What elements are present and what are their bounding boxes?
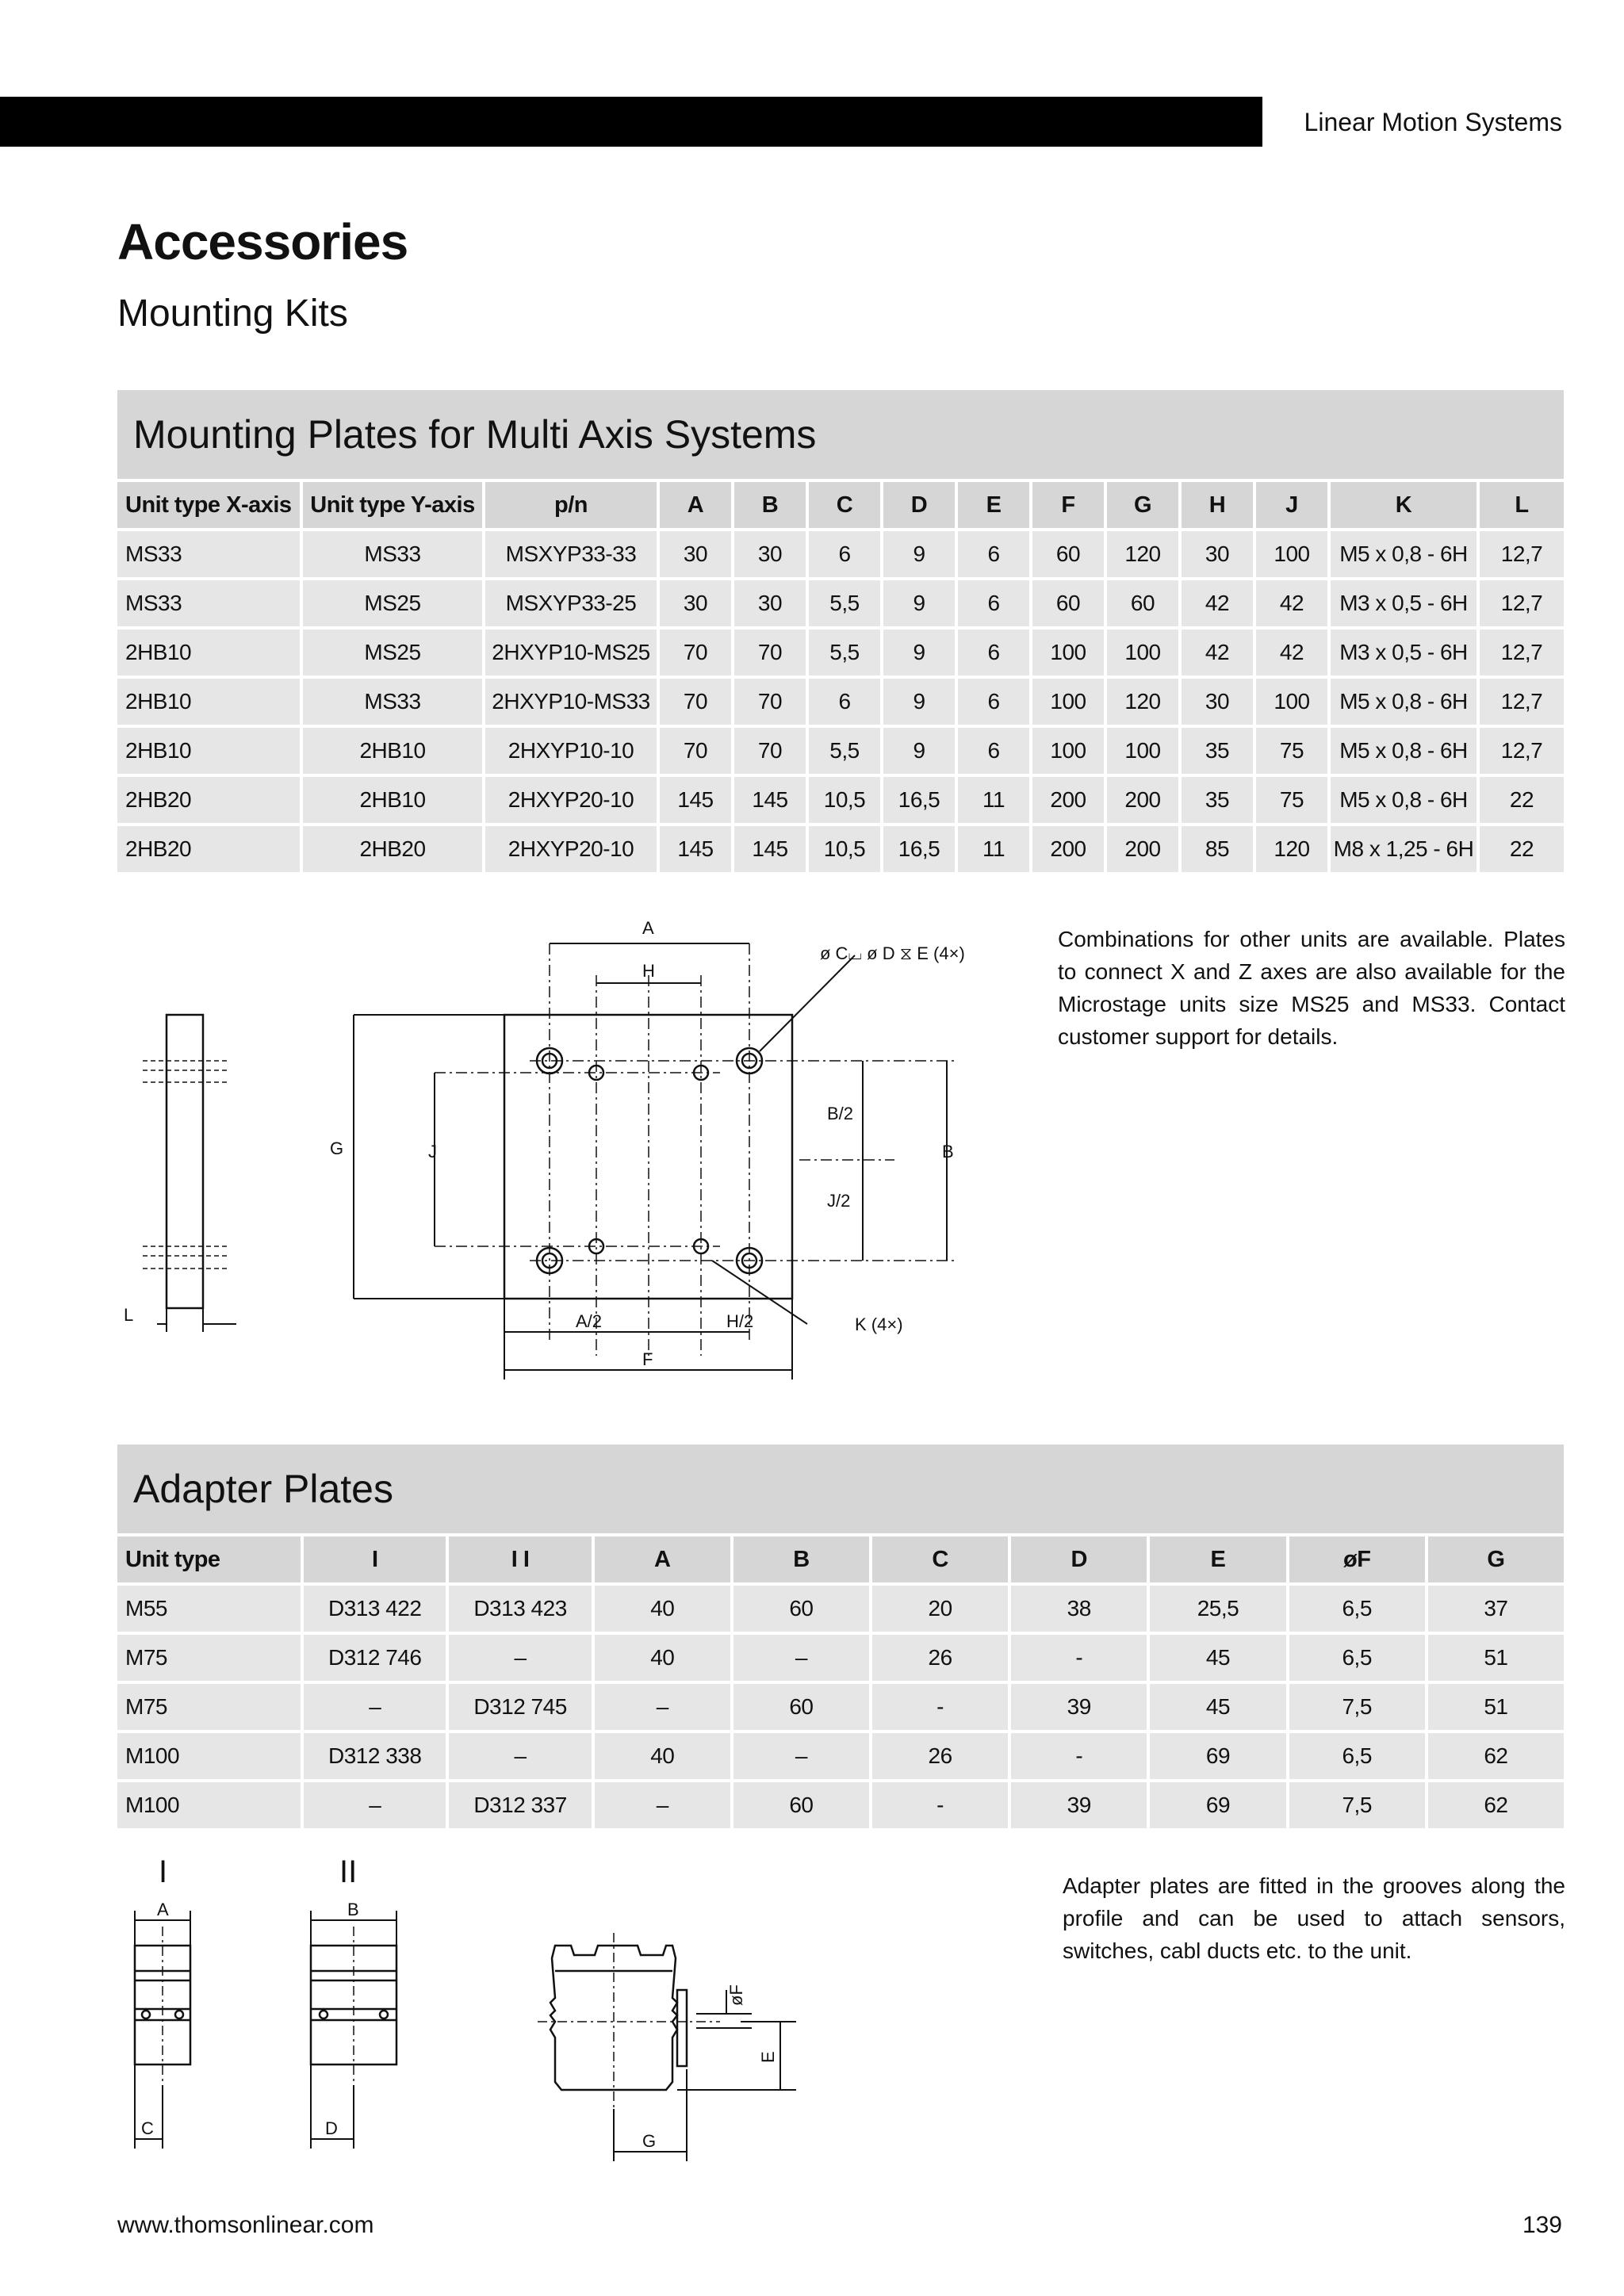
table-cell: 2HXYP20-10 [485, 826, 657, 872]
adapter-dim-b: B [347, 1900, 359, 1919]
column-header: Unit type X-axis [117, 482, 300, 528]
table-cell: D312 337 [449, 1782, 591, 1828]
table-cell: M5 x 0,8 - 6H [1331, 531, 1477, 577]
table-cell: 26 [872, 1733, 1008, 1779]
table-cell: 10,5 [809, 826, 880, 872]
column-header: Unit type [117, 1536, 301, 1582]
footer-website[interactable]: www.thomsonlinear.com [117, 2212, 374, 2238]
column-header: K [1331, 482, 1477, 528]
table-cell: 70 [660, 728, 731, 774]
table-cell: 6 [809, 531, 880, 577]
table-cell: 75 [1256, 728, 1327, 774]
table-cell: 51 [1428, 1635, 1564, 1681]
table-cell: 120 [1107, 679, 1178, 725]
table-cell: MSXYP33-25 [485, 580, 657, 626]
table-cell: 70 [734, 728, 806, 774]
table-cell: 2HB10 [303, 777, 482, 823]
table-cell: 2HXYP10-MS25 [485, 629, 657, 675]
table-cell: 2HB10 [117, 728, 300, 774]
mounting-table-row [117, 777, 1564, 823]
table-cell: M100 [117, 1782, 301, 1828]
table-cell: 25,5 [1150, 1586, 1285, 1632]
table-cell: 12,7 [1480, 580, 1564, 626]
table-cell: 9 [883, 679, 955, 725]
table-cell: 40 [595, 1586, 730, 1632]
table-cell: 70 [660, 679, 731, 725]
dim-label-j2: J/2 [827, 1191, 851, 1211]
table-cell: 11 [958, 826, 1029, 872]
column-header: C [809, 482, 880, 528]
adapter-dim-d: D [325, 2118, 338, 2138]
table-cell: – [449, 1733, 591, 1779]
table-cell: 22 [1480, 777, 1564, 823]
table-cell: 5,5 [809, 580, 880, 626]
table-cell: 69 [1150, 1782, 1285, 1828]
table-cell: 60 [733, 1684, 869, 1730]
mounting-table-row [117, 679, 1564, 725]
adapter-dim-e: E [758, 2051, 778, 2063]
table-cell: D313 423 [449, 1586, 591, 1632]
column-header: J [1256, 482, 1327, 528]
table-cell: 40 [595, 1733, 730, 1779]
table-cell: 42 [1182, 580, 1253, 626]
table-cell: 5,5 [809, 629, 880, 675]
table-cell: 2HB20 [303, 826, 482, 872]
table-cell: M100 [117, 1733, 301, 1779]
table-cell: - [872, 1684, 1008, 1730]
adapter-dim-c: C [141, 2118, 154, 2138]
table-cell: 100 [1256, 531, 1327, 577]
table-cell: 30 [734, 531, 806, 577]
table-cell: 200 [1032, 826, 1104, 872]
table-cell: 100 [1032, 679, 1104, 725]
table-cell: MS33 [303, 531, 482, 577]
mounting-table-row [117, 580, 1564, 626]
dim-label-a2: A/2 [576, 1311, 603, 1331]
column-header: D [1011, 1536, 1147, 1582]
table-cell: 60 [733, 1586, 869, 1632]
table-cell: 69 [1150, 1733, 1285, 1779]
mounting-plate-drawing [117, 912, 990, 1395]
mounting-table-row [117, 629, 1564, 675]
table-cell: 70 [660, 629, 731, 675]
table-cell: 6 [958, 629, 1029, 675]
dim-label-b: B [942, 1142, 954, 1161]
table-cell: 62 [1428, 1782, 1564, 1828]
table-cell: 35 [1182, 777, 1253, 823]
table-cell: 120 [1107, 531, 1178, 577]
dim-label-j: J [428, 1142, 437, 1161]
table-cell: 16,5 [883, 777, 955, 823]
table-cell: 2HB10 [117, 679, 300, 725]
table-cell: 42 [1182, 629, 1253, 675]
table-cell: 6,5 [1289, 1733, 1425, 1779]
table-cell: – [733, 1733, 869, 1779]
adapter-table-row [117, 1782, 1564, 1828]
table-cell: 2HXYP10-10 [485, 728, 657, 774]
table-cell: 9 [883, 531, 955, 577]
column-header: L [1480, 482, 1564, 528]
table-cell: 200 [1107, 777, 1178, 823]
column-header: G [1428, 1536, 1564, 1582]
table-cell: - [872, 1782, 1008, 1828]
table-cell: 100 [1256, 679, 1327, 725]
table-cell: 20 [872, 1586, 1008, 1632]
table-cell: 12,7 [1480, 531, 1564, 577]
adapter-table-row [117, 1635, 1564, 1681]
table-cell: 42 [1256, 580, 1327, 626]
mounting-plates-table [114, 479, 1567, 875]
page-subtitle: Mounting Kits [117, 293, 348, 335]
table-cell: 6 [958, 679, 1029, 725]
table-cell: 12,7 [1480, 728, 1564, 774]
table-cell: 2HB10 [303, 728, 482, 774]
table-cell: M5 x 0,8 - 6H [1331, 728, 1477, 774]
table-cell: 39 [1011, 1782, 1147, 1828]
adapter-plates-table [114, 1533, 1567, 1831]
column-header: øF [1289, 1536, 1425, 1582]
column-header: G [1107, 482, 1178, 528]
table-cell: 2HB20 [117, 777, 300, 823]
table-cell: 6 [958, 531, 1029, 577]
dim-label-g: G [330, 1138, 344, 1158]
table-cell: 12,7 [1480, 629, 1564, 675]
table-cell: M3 x 0,5 - 6H [1331, 629, 1477, 675]
table-cell: 45 [1150, 1635, 1285, 1681]
page-number: 139 [1522, 2212, 1562, 2238]
table-cell: 100 [1032, 728, 1104, 774]
table-cell: 75 [1256, 777, 1327, 823]
table-cell: M75 [117, 1684, 301, 1730]
column-header: A [660, 482, 731, 528]
table-cell: M5 x 0,8 - 6H [1331, 777, 1477, 823]
adapter-table-row [117, 1586, 1564, 1632]
mounting-table-row [117, 531, 1564, 577]
table-cell: 70 [734, 679, 806, 725]
adapter-dim-a: A [157, 1900, 169, 1919]
table-cell: 30 [660, 580, 731, 626]
table-cell: 26 [872, 1635, 1008, 1681]
table-cell: 100 [1107, 728, 1178, 774]
table-cell: – [304, 1684, 446, 1730]
adapter-table-row [117, 1733, 1564, 1779]
table-cell: 10,5 [809, 777, 880, 823]
column-header: E [1150, 1536, 1285, 1582]
table-cell: 9 [883, 580, 955, 626]
table-cell: 85 [1182, 826, 1253, 872]
dim-label-a: A [642, 918, 654, 938]
table-cell: MS33 [117, 531, 300, 577]
table-cell: 22 [1480, 826, 1564, 872]
table-cell: 145 [734, 777, 806, 823]
column-header: A [595, 1536, 730, 1582]
table-cell: 9 [883, 728, 955, 774]
adapter-plates-heading: Adapter Plates [117, 1445, 1564, 1533]
table-cell: 37 [1428, 1586, 1564, 1632]
column-header: Unit type Y-axis [303, 482, 482, 528]
table-cell: 30 [1182, 531, 1253, 577]
table-cell: 120 [1256, 826, 1327, 872]
table-cell: M8 x 1,25 - 6H [1331, 826, 1477, 872]
column-header: I I [449, 1536, 591, 1582]
header-section-label: Linear Motion Systems [1304, 108, 1562, 136]
table-cell: D312 338 [304, 1733, 446, 1779]
adapter-dim-g: G [642, 2131, 657, 2151]
adapter-plate-drawing [117, 1847, 831, 2172]
table-cell: 9 [883, 629, 955, 675]
table-cell: 6 [958, 728, 1029, 774]
table-cell: 200 [1107, 826, 1178, 872]
mounting-plates-heading: Mounting Plates for Multi Axis Systems [117, 390, 1564, 479]
table-cell: 35 [1182, 728, 1253, 774]
table-cell: 39 [1011, 1684, 1147, 1730]
column-header: B [734, 482, 806, 528]
adapter-note: Adapter plates are fitted in the grooves along the profile and can be used to attach sensors, switches, cabl ducts etc. to the unit. [1063, 1873, 1565, 1963]
table-cell: 2HB10 [117, 629, 300, 675]
adapter-table-row [117, 1684, 1564, 1730]
dim-label-l: L [124, 1305, 134, 1325]
adapter-dim-f: øF [726, 1984, 746, 2006]
table-cell: MS33 [117, 580, 300, 626]
table-cell: 145 [660, 777, 731, 823]
header-bar [0, 97, 1262, 147]
column-header: I [304, 1536, 446, 1582]
table-cell: 12,7 [1480, 679, 1564, 725]
table-cell: D312 745 [449, 1684, 591, 1730]
table-cell: 45 [1150, 1684, 1285, 1730]
adapter-plates-section [117, 1445, 1564, 1831]
table-cell: 100 [1107, 629, 1178, 675]
table-cell: 60 [733, 1782, 869, 1828]
table-cell: 5,5 [809, 728, 880, 774]
table-cell: MS25 [303, 629, 482, 675]
table-cell: MS25 [303, 580, 482, 626]
table-cell: 2HXYP20-10 [485, 777, 657, 823]
table-cell: 2HXYP10-MS33 [485, 679, 657, 725]
table-cell: - [1011, 1635, 1147, 1681]
table-cell: – [449, 1635, 591, 1681]
dim-label-hole: ø C⌴ ø D ⧖ E (4×) [820, 943, 965, 963]
table-cell: 2HB20 [117, 826, 300, 872]
dim-label-k: K (4×) [855, 1314, 903, 1334]
column-header: C [872, 1536, 1008, 1582]
table-cell: 30 [660, 531, 731, 577]
column-header: H [1182, 482, 1253, 528]
roman-numeral-2: II [339, 1854, 358, 1889]
table-cell: M75 [117, 1635, 301, 1681]
column-header: B [733, 1536, 869, 1582]
table-cell: 7,5 [1289, 1684, 1425, 1730]
table-cell: 60 [1032, 531, 1104, 577]
table-cell: 62 [1428, 1733, 1564, 1779]
table-cell: M55 [117, 1586, 301, 1632]
column-header: E [958, 482, 1029, 528]
roman-numeral-1: I [159, 1854, 168, 1889]
table-cell: D312 746 [304, 1635, 446, 1681]
table-cell: 30 [734, 580, 806, 626]
table-cell: 6 [809, 679, 880, 725]
table-cell: 145 [660, 826, 731, 872]
mounting-plates-section [117, 390, 1564, 875]
table-cell: 60 [1032, 580, 1104, 626]
table-cell: 70 [734, 629, 806, 675]
dim-label-f: F [642, 1349, 653, 1369]
table-cell: 38 [1011, 1586, 1147, 1632]
table-cell: D313 422 [304, 1586, 446, 1632]
table-cell: – [595, 1684, 730, 1730]
page-title: Accessories [117, 213, 408, 270]
table-cell: MS33 [303, 679, 482, 725]
table-cell: 51 [1428, 1684, 1564, 1730]
table-cell: 11 [958, 777, 1029, 823]
column-header: D [883, 482, 955, 528]
table-cell: 40 [595, 1635, 730, 1681]
mounting-table-row [117, 728, 1564, 774]
table-cell: – [733, 1635, 869, 1681]
table-cell: MSXYP33-33 [485, 531, 657, 577]
table-cell: 200 [1032, 777, 1104, 823]
table-cell: – [304, 1782, 446, 1828]
dim-label-h2: H/2 [726, 1311, 754, 1331]
table-cell: 6 [958, 580, 1029, 626]
mounting-note: Combinations for other units are available. Plates to connect X and Z axes are also available for the Microstage units size MS25 and MS33. Contact customer support for details. [1058, 927, 1565, 1049]
table-cell: 30 [1182, 679, 1253, 725]
side-view-plate [167, 1015, 203, 1308]
table-cell: 42 [1256, 629, 1327, 675]
table-cell: 6,5 [1289, 1635, 1425, 1681]
table-cell: 145 [734, 826, 806, 872]
table-cell: 100 [1032, 629, 1104, 675]
table-cell: - [1011, 1733, 1147, 1779]
table-cell: 16,5 [883, 826, 955, 872]
table-cell: 60 [1107, 580, 1178, 626]
column-header: p/n [485, 482, 657, 528]
mounting-table-row [117, 826, 1564, 872]
dim-label-h: H [642, 961, 655, 981]
table-cell: 6,5 [1289, 1586, 1425, 1632]
table-cell: M3 x 0,5 - 6H [1331, 580, 1477, 626]
table-cell: 7,5 [1289, 1782, 1425, 1828]
dim-label-b2: B/2 [827, 1104, 854, 1123]
table-cell: M5 x 0,8 - 6H [1331, 679, 1477, 725]
column-header: F [1032, 482, 1104, 528]
table-cell: – [595, 1782, 730, 1828]
